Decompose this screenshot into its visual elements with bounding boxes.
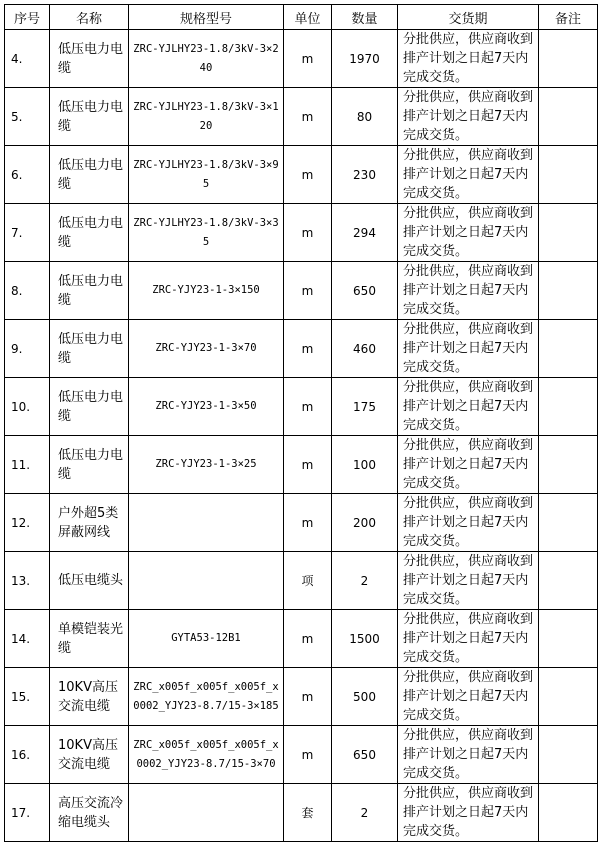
cell-name: 低压电力电缆 [50, 146, 129, 204]
cell-delivery: 分批供应，供应商收到排产计划之日起7天内完成交货。 [398, 668, 539, 726]
cell-spec: ZRC-YJY23-1-3×50 [129, 378, 284, 436]
header-row [5, 5, 598, 30]
cell-unit: m [284, 320, 332, 378]
cell-seq: 10. [5, 378, 50, 436]
cell-qty: 2 [332, 784, 398, 842]
cell-name: 10KV高压交流电缆 [50, 668, 129, 726]
table-row [5, 88, 598, 146]
table-row [5, 146, 598, 204]
cell-spec: ZRC-YJLHY23-1.8/3kV-3×95 [129, 146, 284, 204]
cell-unit: m [284, 726, 332, 784]
cell-qty: 1970 [332, 30, 398, 88]
cell-qty: 460 [332, 320, 398, 378]
header-name: 名称 [50, 5, 129, 30]
procurement-table [4, 4, 598, 842]
cell-unit: 项 [284, 552, 332, 610]
table-row [5, 378, 598, 436]
cell-seq: 16. [5, 726, 50, 784]
cell-name: 低压电力电缆 [50, 30, 129, 88]
cell-name: 户外超5类屏蔽网线 [50, 494, 129, 552]
cell-seq: 9. [5, 320, 50, 378]
cell-qty: 200 [332, 494, 398, 552]
cell-spec: ZRC-YJY23-1-3×70 [129, 320, 284, 378]
cell-delivery: 分批供应，供应商收到排产计划之日起7天内完成交货。 [398, 30, 539, 88]
cell-name: 低压电力电缆 [50, 204, 129, 262]
cell-unit: m [284, 378, 332, 436]
cell-delivery: 分批供应，供应商收到排产计划之日起7天内完成交货。 [398, 262, 539, 320]
cell-unit: m [284, 436, 332, 494]
cell-name: 单模铠装光缆 [50, 610, 129, 668]
table-row [5, 784, 598, 842]
table-row [5, 726, 598, 784]
cell-unit: m [284, 30, 332, 88]
cell-spec: ZRC-YJY23-1-3×25 [129, 436, 284, 494]
cell-remark [539, 378, 598, 436]
cell-qty: 80 [332, 88, 398, 146]
table-row [5, 204, 598, 262]
cell-delivery: 分批供应，供应商收到排产计划之日起7天内完成交货。 [398, 552, 539, 610]
table-row [5, 668, 598, 726]
cell-name: 低压电力电缆 [50, 88, 129, 146]
cell-remark [539, 204, 598, 262]
cell-qty: 650 [332, 726, 398, 784]
cell-name: 低压电力电缆 [50, 320, 129, 378]
cell-remark [539, 146, 598, 204]
cell-remark [539, 30, 598, 88]
cell-qty: 294 [332, 204, 398, 262]
cell-name: 低压电缆头 [50, 552, 129, 610]
cell-seq: 13. [5, 552, 50, 610]
cell-spec: GYTA53-12B1 [129, 610, 284, 668]
cell-spec: ZRC_x005f_x005f_x005f_x0002_YJY23-8.7/15-3×70 [129, 726, 284, 784]
cell-name: 低压电力电缆 [50, 436, 129, 494]
cell-spec: ZRC-YJLHY23-1.8/3kV-3×120 [129, 88, 284, 146]
header-delivery: 交货期 [398, 5, 539, 30]
cell-seq: 17. [5, 784, 50, 842]
header-seq: 序号 [5, 5, 50, 30]
header-qty: 数量 [332, 5, 398, 30]
cell-name: 低压电力电缆 [50, 262, 129, 320]
cell-unit: 套 [284, 784, 332, 842]
cell-remark [539, 436, 598, 494]
table-row [5, 436, 598, 494]
cell-delivery: 分批供应，供应商收到排产计划之日起7天内完成交货。 [398, 610, 539, 668]
cell-seq: 5. [5, 88, 50, 146]
cell-unit: m [284, 262, 332, 320]
cell-delivery: 分批供应，供应商收到排产计划之日起7天内完成交货。 [398, 204, 539, 262]
cell-seq: 14. [5, 610, 50, 668]
cell-unit: m [284, 668, 332, 726]
cell-unit: m [284, 88, 332, 146]
header-spec: 规格型号 [129, 5, 284, 30]
cell-remark [539, 726, 598, 784]
cell-seq: 15. [5, 668, 50, 726]
cell-delivery: 分批供应，供应商收到排产计划之日起7天内完成交货。 [398, 494, 539, 552]
table-row [5, 552, 598, 610]
cell-delivery: 分批供应，供应商收到排产计划之日起7天内完成交货。 [398, 784, 539, 842]
cell-unit: m [284, 494, 332, 552]
cell-qty: 500 [332, 668, 398, 726]
table-row [5, 262, 598, 320]
cell-unit: m [284, 610, 332, 668]
cell-name: 低压电力电缆 [50, 378, 129, 436]
cell-qty: 1500 [332, 610, 398, 668]
cell-qty: 230 [332, 146, 398, 204]
table-row [5, 494, 598, 552]
cell-delivery: 分批供应，供应商收到排产计划之日起7天内完成交货。 [398, 378, 539, 436]
cell-qty: 650 [332, 262, 398, 320]
cell-qty: 100 [332, 436, 398, 494]
cell-unit: m [284, 204, 332, 262]
cell-spec [129, 494, 284, 552]
cell-seq: 8. [5, 262, 50, 320]
cell-qty: 2 [332, 552, 398, 610]
cell-name: 高压交流冷缩电缆头 [50, 784, 129, 842]
cell-remark [539, 494, 598, 552]
cell-name: 10KV高压交流电缆 [50, 726, 129, 784]
cell-qty: 175 [332, 378, 398, 436]
cell-spec [129, 784, 284, 842]
cell-remark [539, 552, 598, 610]
cell-delivery: 分批供应，供应商收到排产计划之日起7天内完成交货。 [398, 726, 539, 784]
cell-remark [539, 784, 598, 842]
header-unit: 单位 [284, 5, 332, 30]
cell-remark [539, 320, 598, 378]
cell-spec: ZRC_x005f_x005f_x005f_x0002_YJY23-8.7/15-3×185 [129, 668, 284, 726]
cell-seq: 7. [5, 204, 50, 262]
header-remark: 备注 [539, 5, 598, 30]
cell-remark [539, 262, 598, 320]
cell-seq: 6. [5, 146, 50, 204]
cell-seq: 11. [5, 436, 50, 494]
cell-spec: ZRC-YJLHY23-1.8/3kV-3×35 [129, 204, 284, 262]
cell-seq: 12. [5, 494, 50, 552]
cell-remark [539, 610, 598, 668]
cell-spec [129, 552, 284, 610]
table-row [5, 30, 598, 88]
table-row [5, 610, 598, 668]
cell-remark [539, 88, 598, 146]
cell-delivery: 分批供应，供应商收到排产计划之日起7天内完成交货。 [398, 88, 539, 146]
cell-delivery: 分批供应，供应商收到排产计划之日起7天内完成交货。 [398, 146, 539, 204]
cell-delivery: 分批供应，供应商收到排产计划之日起7天内完成交货。 [398, 320, 539, 378]
cell-spec: ZRC-YJLHY23-1.8/3kV-3×240 [129, 30, 284, 88]
cell-spec: ZRC-YJY23-1-3×150 [129, 262, 284, 320]
cell-remark [539, 668, 598, 726]
cell-seq: 4. [5, 30, 50, 88]
cell-delivery: 分批供应，供应商收到排产计划之日起7天内完成交货。 [398, 436, 539, 494]
cell-unit: m [284, 146, 332, 204]
table-row [5, 320, 598, 378]
